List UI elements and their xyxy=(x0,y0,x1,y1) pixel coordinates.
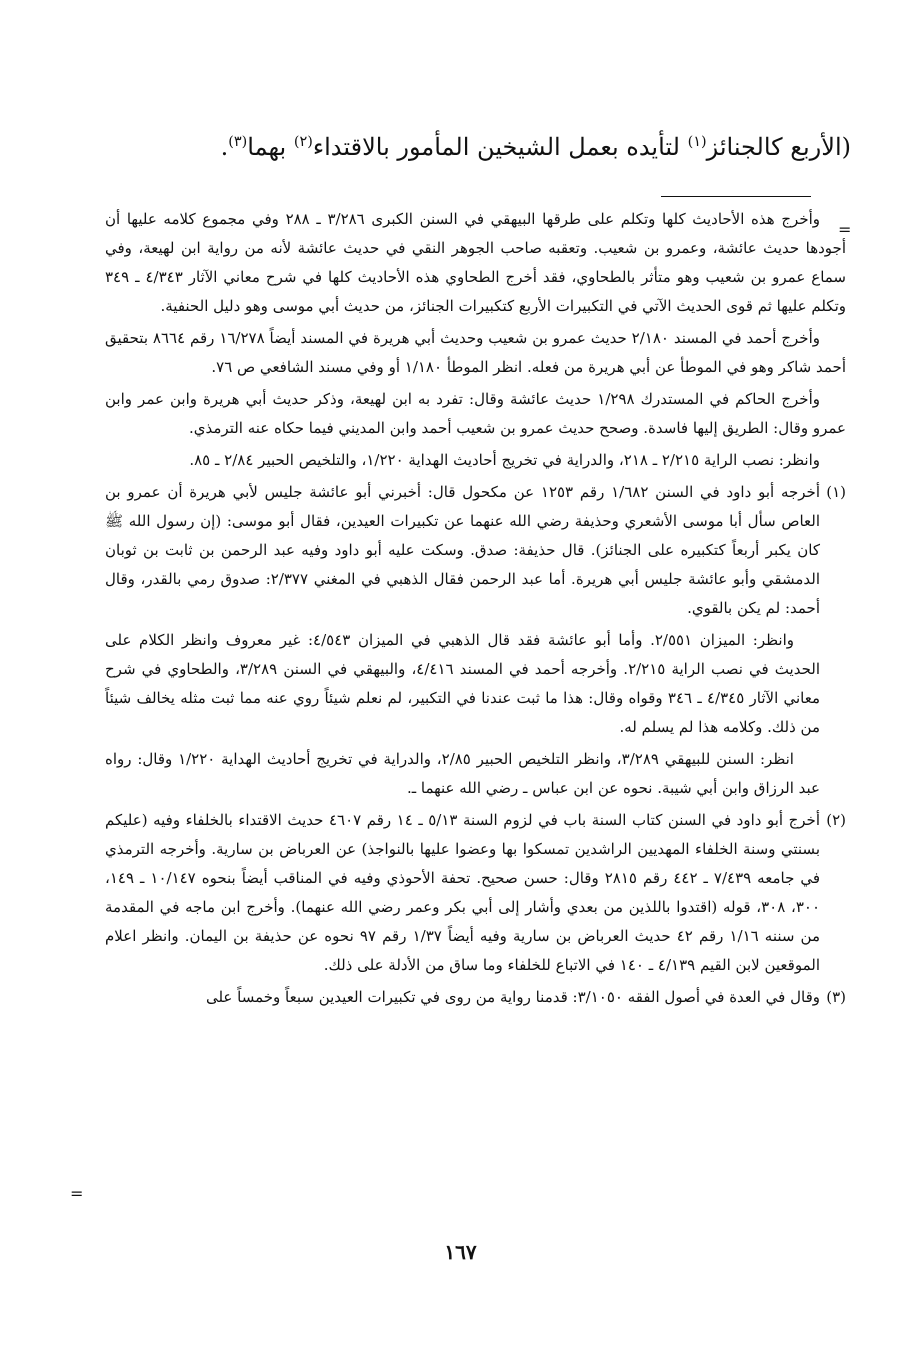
main-text-part-1: (الأربع كالجنائز xyxy=(706,133,851,161)
page-number: ١٦٧ xyxy=(444,1240,477,1264)
main-text-line xyxy=(70,122,851,167)
main-text-part-3: بهما xyxy=(247,133,294,161)
footnote-1-paragraph-2: وانظر: الميزان ٢/٥٥١. وأما أبو عائشة فقد قال الذهبي في الميزان ٤/٥٤٣: غير معروف وانظر الكلام على الحديث في نصب الراية ٢/٢١٥. وأخرجه أحمد في المسند ٤/٤١٦، والبيهقي في السنن ٣/٢٨٩، والطحاوي في شرح معاني الآثار ٤/٣٤٥ ـ ٣٤٦ وقواه وقال: هذا ما ثبت عندنا في التكبير، لم نعلم شيئاً روي عنه مما ثبت مثله يخالف شيئاً من ذلك. وكلامه هذا لم يسلم له. xyxy=(105,631,821,736)
continued-from-previous-mark: = xyxy=(838,220,852,239)
continuation-paragraph-4: وانظر: نصب الراية ٢/٢١٥ ـ ٢١٨، والدراية في تخريج أحاديث الهداية ١/٢٢٠، والتلخيص الحبير ٢/٨٤ ـ ٨٥. xyxy=(189,451,820,469)
continues-next-page-mark: = xyxy=(70,1184,84,1203)
footnote-ref-2: (٢) xyxy=(293,134,313,150)
footnote-3-paragraph-1: وقال في العدة في أصول الفقه ٣/١٠٥٠: قدمنا رواية من روى في تكبيرات العيدين سبعاً وخمساً على xyxy=(205,988,820,1006)
footnote-1-paragraph-3: انظر: السنن للبيهقي ٣/٢٨٩، وانظر التلخيص الحبير ٢/٨٥، والدراية في تخريج أحاديث الهداية ١/٢٢٠ وقال: رواه عبد الرزاق وابن أبي شيبة. نحوه عن ابن عباس ـ رضي الله عنهما ـ. xyxy=(105,750,820,797)
footnotes-section xyxy=(105,205,846,1015)
footnote-2-number: (٢) xyxy=(826,811,846,829)
footnote-3-number: (٣) xyxy=(826,988,846,1006)
footnote-1-paragraph-1: أخرجه أبو داود في السنن ١/٦٨٢ رقم ١٢٥٣ عن مكحول قال: أخبرني أبو عائشة جليس لأبي هريرة أن عمرو بن العاص سأل أبا موسى الأشعري وحذيفة رضي الله عنهما عن تكبيرات العيدين، فقال أبو موسى: (إن رسول الله ﷺ كان يكبر أربعاً كتكبيره على الجنائز). قال حذيفة: صدق. وسكت عليه أبو داود وفيه عبد الرحمن بن ثابت بن ثوبان الدمشقي وأبو عائشة جليس أبي هريرة. أما عبد الرحمن فقال الذهبي في المغني ٢/٣٧٧: صدوق رمي بالقدر، وقال أحمد: لم يكن بالقوي. xyxy=(105,483,820,617)
footnote-2 xyxy=(105,806,846,980)
footnote-separator xyxy=(661,196,811,197)
continuation-paragraph-2: وأخرج أحمد في المسند ٢/١٨٠ حديث عمرو بن شعيب وحديث أبي هريرة في المسند أيضاً ١٦/٢٧٨ رقم ٨٦٦٤ بتحقيق أحمد شاكر وهو في الموطأ عن أبي هريرة من فعله. انظر الموطأ ١/١٨٠ أو وفي مسند الشافعي ص ٧٦. xyxy=(105,329,846,376)
footnote-1-number: (١) xyxy=(826,483,846,501)
footnote-1 xyxy=(105,478,846,803)
continuation-paragraph-1: وأخرج هذه الأحاديث كلها وتكلم على طرقها البيهقي في السنن الكبرى ٣/٢٨٦ ـ ٢٨٨ وفي مجموع كلامه عليها أن أجودها حديث عائشة، وعمرو بن شعيب. وتعقبه صاحب الجوهر النقي في حديث عائشة لأنه من رواية ابن لهيعة، وفي سماع عمرو بن شعيب وهو متأثر بالطحاوي، فقد أخرج الطحاوي هذه الأحاديث كلها في شرح معاني الآثار ٤/٣٤٣ ـ ٣٤٩ وتكلم عليها ثم قوى الحديث الآتي في التكبيرات الأربع كتكبيرات الجنائز، من حديث أبي موسى وهو دليل الحنفية. xyxy=(105,210,847,315)
footnote-ref-1: (١) xyxy=(687,134,707,150)
footnote-2-paragraph-1: أخرج أبو داود في السنن كتاب السنة باب في لزوم السنة ٥/١٣ ـ ١٤ رقم ٤٦٠٧ حديث الاقتداء بالخلفاء وفيه (عليكم بسنتي وسنة الخلفاء المهديين الراشدين تمسكوا بها وعضوا عليها بالنواجذ) عن العرباض بن سارية. وأخرجه الترمذي في جامعه ٧/٤٣٩ ـ ٤٤٢ رقم ٢٨١٥ وقال: حسن صحيح. تحفة الأحوذي وفيه في المناقب أيضاً بنحوه ١٠/١٤٧ ـ ١٤٩، ٣٠٠، ٣٠٨، قوله (اقتدوا باللذين من بعدي وأشار إلى أبي بكر وعمر رضي الله عنهما). وأخرج ابن ماجه في المقدمة من سننه ١/١٦ رقم ٤٢ حديث العرباض بن سارية وفيه أيضاً ١/٣٧ رقم ٩٧ نحوه عن حذيفة بن اليمان. وانظر اعلام الموقعين لابن القيم ٤/١٣٩ ـ ١٤٠ في الاتباع للخلفاء وما ساق من الأدلة على ذلك. xyxy=(105,811,821,974)
footnote-3 xyxy=(105,983,846,1012)
continuation-paragraph-3: وأخرج الحاكم في المستدرك ١/٢٩٨ حديث عائشة وقال: تفرد به ابن لهيعة، وذكر حديث أبي هريرة وابن عمر وابن عمرو وقال: الطريق إليها فاسدة. وصحح حديث عمرو بن شعيب أحمد وابن المديني فيما حكاه عنه الترمذي. xyxy=(105,390,846,437)
main-text-end: . xyxy=(220,133,229,161)
footnote-ref-3: (٣) xyxy=(228,134,248,150)
main-text-part-2: لتأيده بعمل الشيخين المأمور بالاقتداء xyxy=(312,133,688,161)
